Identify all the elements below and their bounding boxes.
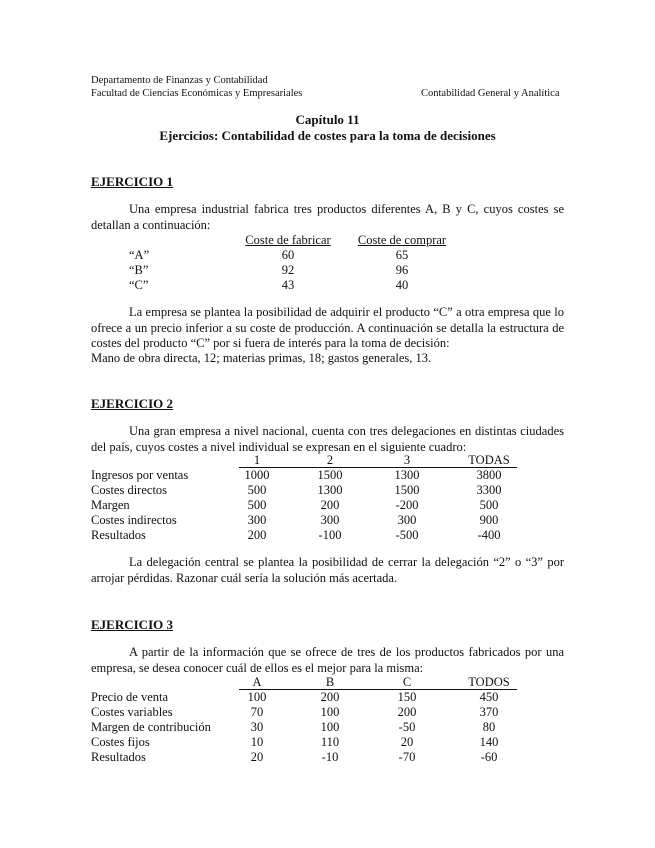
ej3-cell: 80 — [482, 720, 496, 734]
ej2-cell: 200 — [247, 528, 267, 542]
ej1-row-fabricar: 43 — [281, 278, 295, 292]
ej2-cell: 300 — [247, 513, 267, 527]
ej3-col-header: A — [252, 675, 262, 689]
ej3-col-header: B — [325, 675, 335, 689]
ej2-cell: -500 — [395, 528, 419, 542]
ej3-cell: 100 — [247, 690, 267, 704]
ej2-cell: 1500 — [317, 468, 343, 482]
ej2-cell: -100 — [318, 528, 342, 542]
ej1-row-comprar: 40 — [395, 278, 409, 292]
ej1-row-fabricar: 92 — [281, 263, 295, 277]
ej2-cell: 500 — [479, 498, 499, 512]
chapter-subtitle: Ejercicios: Contabilidad de costes para la toma de decisiones — [159, 128, 496, 143]
ej1-row-fabricar: 60 — [281, 248, 295, 262]
ej3-col-header: C — [402, 675, 412, 689]
ej2-cell: -200 — [395, 498, 419, 512]
ejercicio-1-intro: Una empresa industrial fabrica tres productos diferentes A, B y C, cuyos costes se detallan a continuación: — [91, 202, 564, 232]
ej1-row-label: “C” — [129, 278, 149, 292]
ej3-cell: 10 — [250, 735, 264, 749]
ej2-cell: 1300 — [394, 468, 420, 482]
ej3-cell: 370 — [479, 705, 499, 719]
ej1-row-label: “A” — [129, 248, 150, 262]
ej2-cell: 500 — [247, 483, 267, 497]
ej3-cell: 70 — [250, 705, 264, 719]
ej1-col-fabricar: Coste de fabricar — [245, 233, 331, 247]
ej2-cell: 3300 — [476, 483, 502, 497]
ej3-row-label: Margen de contribución — [91, 720, 211, 734]
ej2-col-header: 3 — [403, 453, 411, 467]
ej2-row-label: Margen — [91, 498, 130, 512]
ej2-cell: -400 — [477, 528, 501, 542]
ej3-cell: 200 — [397, 705, 417, 719]
ej3-cell: 140 — [479, 735, 499, 749]
ej3-cell: 100 — [320, 705, 340, 719]
ejercicio-3-intro: A partir de la información que se ofrece de tres de los productos fabricados por una empresa, se desea conocer cuál de ellos es el mejor para la misma: — [91, 645, 564, 675]
ejercicio-1-heading: EJERCICIO 1 — [91, 174, 173, 189]
ej3-row-label: Costes variables — [91, 705, 173, 719]
ej2-col-header: 1 — [253, 453, 261, 467]
ej3-cell: 30 — [250, 720, 264, 734]
ej2-cell: 300 — [320, 513, 340, 527]
ej3-cell: -60 — [480, 750, 498, 764]
header-subject: Contabilidad General y Analítica — [421, 88, 560, 99]
ejercicio-3-heading: EJERCICIO 3 — [91, 617, 173, 632]
ejercicio-1-cost-structure: Mano de obra directa, 12; materias primas, 18; gastos generales, 13. — [91, 351, 432, 365]
ej2-row-label: Resultados — [91, 528, 146, 542]
ej2-col-header: TODAS — [468, 453, 510, 467]
ejercicio-2-paragraph: La delegación central se plantea la posibilidad de cerrar la delegación “2” o “3” por arrojar pérdidas. Razonar cuál sería la solución más acertada. — [91, 555, 564, 585]
header-department: Departamento de Finanzas y Contabilidad — [91, 75, 268, 86]
ej2-row-label: Ingresos por ventas — [91, 468, 189, 482]
ej3-cell: -10 — [321, 750, 339, 764]
ej3-col-header: TODOS — [468, 675, 510, 689]
ej1-row-comprar: 96 — [395, 263, 409, 277]
ej2-cell: 1000 — [244, 468, 270, 482]
ej2-col-header: 2 — [326, 453, 334, 467]
ejercicio-2-heading: EJERCICIO 2 — [91, 396, 173, 411]
ej2-cell: 1300 — [317, 483, 343, 497]
ej3-cell: 20 — [250, 750, 264, 764]
ejercicio-2-intro: Una gran empresa a nivel nacional, cuenta con tres delegaciones en distintas ciudades del país, cuyos costes a nivel individual se expresan en el siguiente cuadro: — [91, 424, 564, 454]
ej3-row-label: Precio de venta — [91, 690, 169, 704]
ej2-cell: 900 — [479, 513, 499, 527]
ej1-col-comprar: Coste de comprar — [357, 233, 447, 247]
ej2-cell: 200 — [320, 498, 340, 512]
header-faculty: Facultad de Ciencias Económicas y Empresariales — [91, 88, 303, 99]
ej2-row-label: Costes directos — [91, 483, 168, 497]
ej3-cell: 150 — [397, 690, 417, 704]
ej1-row-comprar: 65 — [395, 248, 409, 262]
ej2-cell: 3800 — [476, 468, 502, 482]
ej3-cell: 110 — [320, 735, 340, 749]
ej3-cell: -70 — [398, 750, 416, 764]
ej1-row-label: “B” — [129, 263, 149, 277]
ej2-row-label: Costes indirectos — [91, 513, 177, 527]
ej3-cell: 20 — [400, 735, 414, 749]
ej3-cell: 200 — [320, 690, 340, 704]
ej3-row-label: Costes fijos — [91, 735, 150, 749]
ej3-cell: 100 — [320, 720, 340, 734]
ej3-cell: 450 — [479, 690, 499, 704]
ej2-cell: 1500 — [394, 483, 420, 497]
chapter-title: Capítulo 11 — [295, 112, 360, 127]
ej3-row-label: Resultados — [91, 750, 146, 764]
ej3-cell: -50 — [398, 720, 416, 734]
ej2-cell: 300 — [397, 513, 417, 527]
ejercicio-1-paragraph: La empresa se plantea la posibilidad de adquirir el producto “C” a otra empresa que lo ofrece a un precio inferior a su coste de producción. A continuación se detalla la estructura de costes del producto “C” por si fuera de interés para la toma de decisión: — [91, 305, 564, 350]
ej2-cell: 500 — [247, 498, 267, 512]
